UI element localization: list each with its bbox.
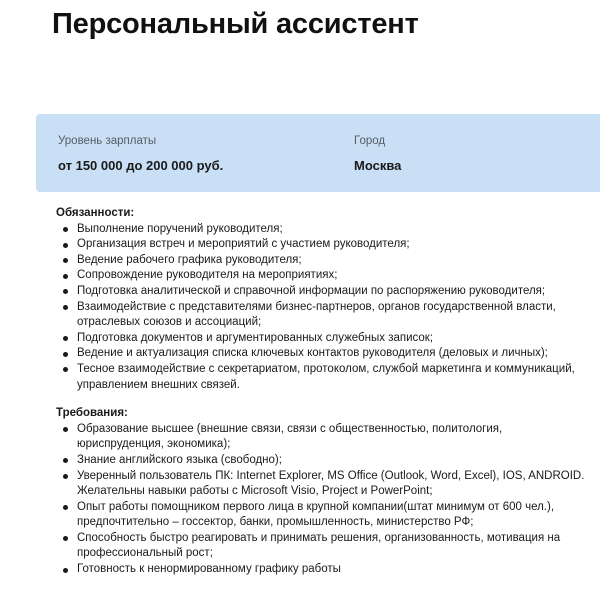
list-item: Подготовка аналитической и справочной информации по распоряжению руководителя;: [56, 284, 590, 300]
salary-label: Уровень зарплаты: [58, 135, 157, 147]
city-label: Город: [354, 135, 386, 147]
page-title: Персональный ассистент: [52, 8, 419, 40]
requirements-heading: Требования:: [56, 407, 128, 420]
list-item: Образование высшее (внешние связи, связи с общественностью, политология, юриспруденция, экономика);: [56, 422, 590, 453]
requirements-section: [56, 406, 590, 578]
salary-value: от 150 000 до 200 000 руб.: [58, 158, 224, 173]
list-item: Готовность к ненормированному графику работы: [56, 562, 590, 578]
city-value: Москва: [354, 158, 402, 173]
list-item: Ведение рабочего графика руководителя;: [56, 253, 590, 269]
duties-heading: Обязанности:: [56, 207, 135, 219]
list-item: Подготовка документов и аргументированных служебных записок;: [56, 331, 590, 347]
list-item: Уверенный пользователь ПК: Internet Explorer, MS Office (Outlook, Word, Excel), IOS, ANDROID. Желательны навыки работы с Microsoft Visio, Project и PowerPoint;: [56, 469, 590, 500]
list-item: Выполнение поручений руководителя;: [56, 222, 590, 238]
list-item: Ведение и актуализация списка ключевых контактов руководителя (деловых и личных);: [56, 346, 590, 362]
duties-section: [56, 206, 590, 393]
list-item: Способность быстро реагировать и принимать решения, организованность, мотивация на профессиональный рост;: [56, 531, 590, 562]
list-item: Организация встреч и мероприятий с участием руководителя;: [56, 237, 590, 253]
duties-list: [56, 222, 590, 394]
list-item: Взаимодействие с представителями бизнес-партнеров, органов государственной власти, отраслевых союзов и ассоциаций;: [56, 300, 590, 331]
list-item: Опыт работы помощником первого лица в крупной компании(штат минимум от 600 чел.), предпочтительно – госсектор, банки, промышленность, министерство РФ;: [56, 500, 590, 531]
requirements-list: [56, 422, 590, 578]
vacancy-description: [56, 206, 590, 578]
vacancy-info-panel: [36, 114, 600, 192]
list-item: Сопровождение руководителя на мероприятиях;: [56, 268, 590, 284]
list-item: Знание английского языка (свободно);: [56, 453, 590, 469]
list-item: Тесное взаимодействие с секретариатом, протоколом, службой маркетинга и коммуникаций, управлением внешних связей.: [56, 362, 590, 393]
